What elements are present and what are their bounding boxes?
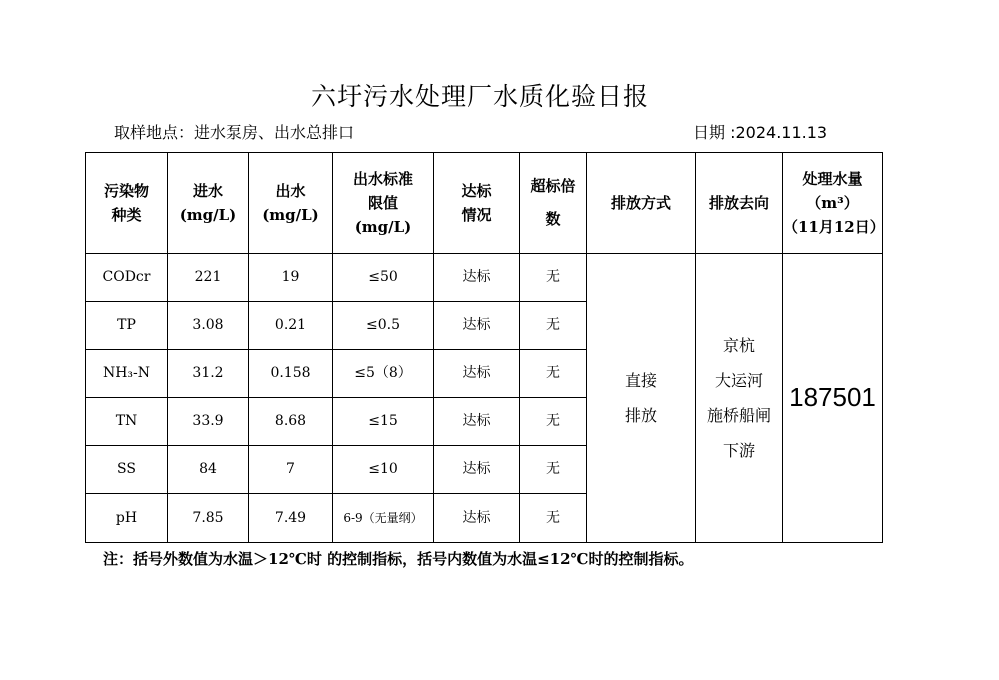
cell-influent: 31.2 [168,350,249,398]
header-exceed: 超标倍 数 [520,153,587,254]
cell-discharge-direction: 京杭 大运河 施桥船闸 下游 [696,254,783,543]
cell-effluent: 0.158 [249,350,333,398]
header-limit: 出水标准 限值 (mg/L) [333,153,434,254]
cell-influent: 84 [168,446,249,494]
footnote: 注：括号外数值为水温＞12℃时 的控制指标，括号内数值为水温≤12℃时的控制指标。 [103,550,694,568]
cell-limit: ≤10 [333,446,434,494]
cell-effluent: 19 [249,254,333,302]
header-volume: 处理水量 （m³） （11月12日） [783,153,883,254]
cell-exceed: 无 [520,494,587,543]
water-quality-table [85,152,883,543]
cell-effluent: 7.49 [249,494,333,543]
cell-limit: ≤15 [333,398,434,446]
cell-influent: 3.08 [168,302,249,350]
cell-exceed: 无 [520,446,587,494]
header-status: 达标 情况 [434,153,520,254]
cell-pollutant: NH₃-N [86,350,168,398]
report-title: 六圩污水处理厂水质化验日报 [310,82,649,111]
sampling-location: 取样地点：进水泵房、出水总排口 [114,123,355,142]
cell-pollutant: pH [86,494,168,543]
cell-pollutant: TP [86,302,168,350]
cell-pollutant: SS [86,446,168,494]
cell-status: 达标 [434,398,520,446]
cell-treated-volume: 187501 [783,254,883,543]
cell-pollutant: CODcr [86,254,168,302]
cell-limit: ≤5（8） [333,350,434,398]
cell-limit: 6-9（无量纲） [333,494,434,543]
cell-status: 达标 [434,254,520,302]
cell-effluent: 7 [249,446,333,494]
header-discharge-method: 排放方式 [587,153,696,254]
cell-exceed: 无 [520,350,587,398]
cell-pollutant: TN [86,398,168,446]
header-effluent: 出水 (mg/L) [249,153,333,254]
cell-exceed: 无 [520,398,587,446]
cell-status: 达标 [434,302,520,350]
cell-exceed: 无 [520,254,587,302]
table-header-row [86,153,883,254]
header-pollutant: 污染物 种类 [86,153,168,254]
cell-limit: ≤50 [333,254,434,302]
cell-influent: 221 [168,254,249,302]
header-influent: 进水 (mg/L) [168,153,249,254]
cell-discharge-method: 直接 排放 [587,254,696,543]
cell-status: 达标 [434,494,520,543]
header-discharge-direction: 排放去向 [696,153,783,254]
cell-status: 达标 [434,350,520,398]
cell-influent: 33.9 [168,398,249,446]
cell-effluent: 0.21 [249,302,333,350]
cell-status: 达标 [434,446,520,494]
cell-effluent: 8.68 [249,398,333,446]
report-date: 日期 :2024.11.13 [693,123,828,142]
cell-influent: 7.85 [168,494,249,543]
cell-limit: ≤0.5 [333,302,434,350]
table-row [86,254,883,302]
cell-exceed: 无 [520,302,587,350]
